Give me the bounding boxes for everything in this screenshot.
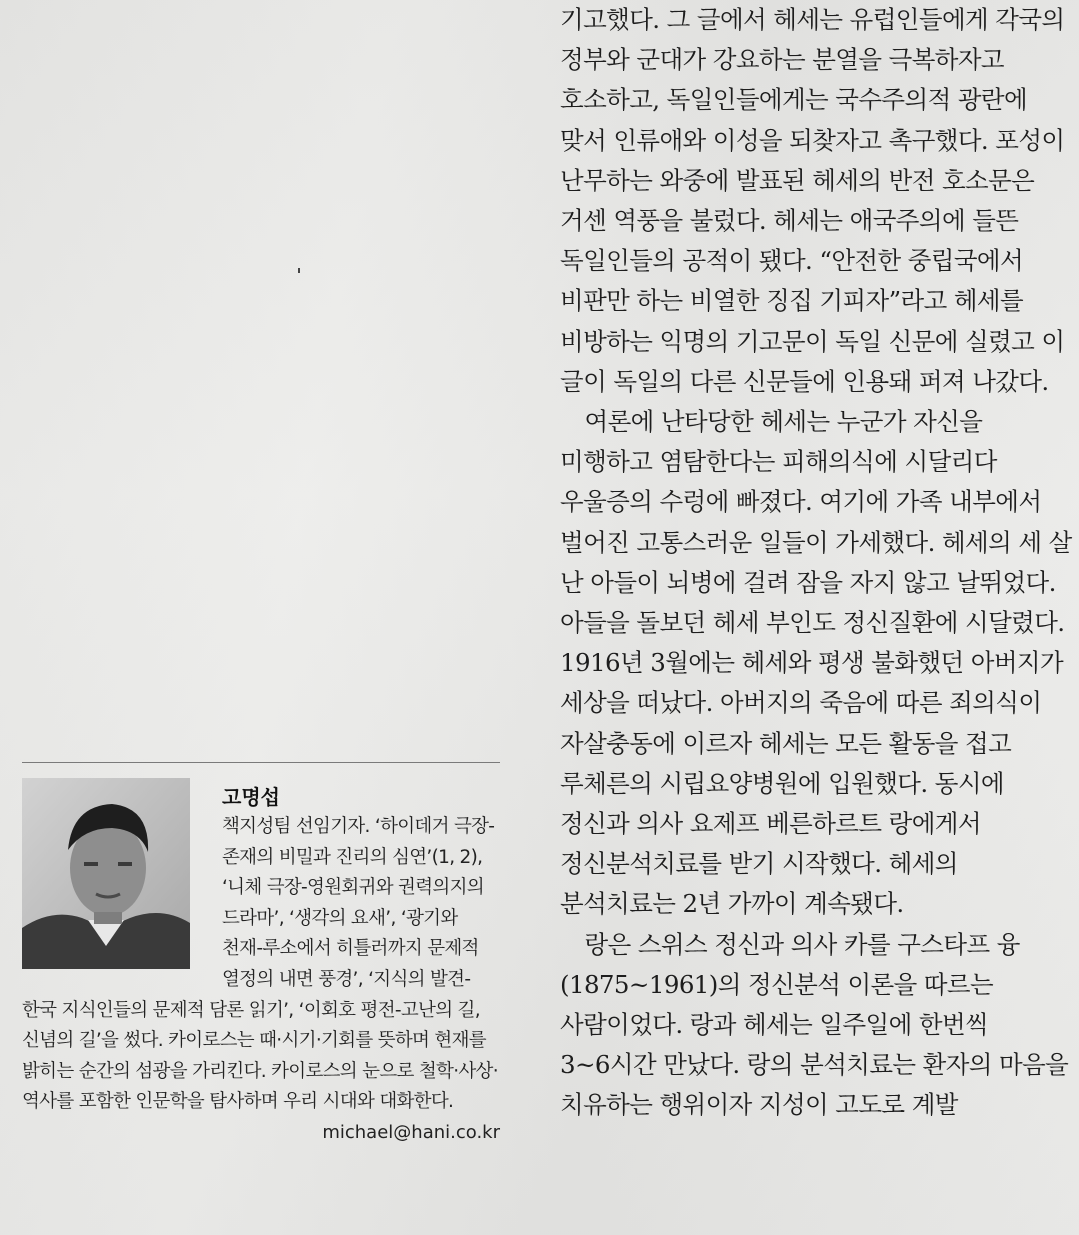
paper-speck [298, 268, 300, 273]
article-paragraph-1: 기고했다. 그 글에서 헤세는 유럽인들에게 각국의 정부와 군대가 강요하는 분열을 극복하자고 호소하고, 독일인들에게는 국수주의적 광란에 맞서 인류애와 이성을 되찾자고 촉구했다. 포성이 난무하는 와중에 발표된 헤세의 반전 호소문은 거센 역풍을 불렀다. 헤세는 애국주의에 들뜬 독일인들의 공적이 됐다. “안전한 중립국에서 비판만 하는 비열한 징집 기피자”라고 헤세를 비방하는 익명의 기고문이 독일 신문에 실렸고 이 글이 독일의 다른 신문들에 인용돼 퍼져 나갔다. [560, 5, 1065, 396]
article-column [560, 0, 1072, 1126]
article-paragraph-3: 랑은 스위스 정신과 의사 카를 구스타프 융(1875~1961)의 정신분석 이론을 따르는 사람이었다. 랑과 헤세는 일주일에 한번씩 3~6시간 만났다. 랑의 분석치료는 환자의 마음을 치유하는 행위이자 지성이 고도로 계발 [560, 929, 1069, 1120]
author-name: 고명섭 [222, 785, 280, 809]
article-paragraph-2: 여론에 난타당한 헤세는 누군가 자신을 미행하고 염탐한다는 피해의식에 시달리다 우울증의 수렁에 빠졌다. 여기에 가족 내부에서 벌어진 고통스러운 일들이 가세했다. 헤세의 세 살 난 아들이 뇌병에 걸려 잠을 자지 않고 날뛰었다. 아들을 돌보던 헤세 부인도 정신질환에 시달렸다. 1916년 3월에는 헤세와 평생 불화했던 아버지가 세상을 떠났다. 아버지의 죽음에 따른 죄의식이 자살충동에 이르자 헤세는 모든 활동을 접고 루체른의 시립요양병원에 입원했다. 동시에 정신과 의사 요제프 베른하르트 랑에게서 정신분석치료를 받기 시작했다. 헤세의 분석치료는 2년 가까이 계속됐다. [560, 407, 1072, 919]
author-bio-box [22, 782, 500, 1148]
photo-spacer [22, 782, 222, 973]
author-bio-text: 책지성팀 선임기자. ‘하이데거 극장-존재의 비밀과 진리의 심연’(1, 2), ‘니체 극장-영원회귀와 권력의지의 드라마’, ‘생각의 요새’, ‘광기와 천재-루소에서 히틀러까지 문제적 열정의 내면 풍경’, ‘지식의 발견-한국 지식인들의 문제적 담론 읽기’, ‘이회호 평전-고난의 길, 신념의 길’을 썼다. 카이로스는 때·시기·기회를 뜻하며 현재를 밝히는 순간의 섬광을 가리킨다. 카이로스의 눈으로 철학·사상·역사를 포함한 인문학을 탐사하며 우리 시대와 대화한다. [22, 816, 498, 1113]
author-email[interactable]: michael@hani.co.kr [322, 1121, 500, 1143]
bio-divider [22, 762, 500, 763]
